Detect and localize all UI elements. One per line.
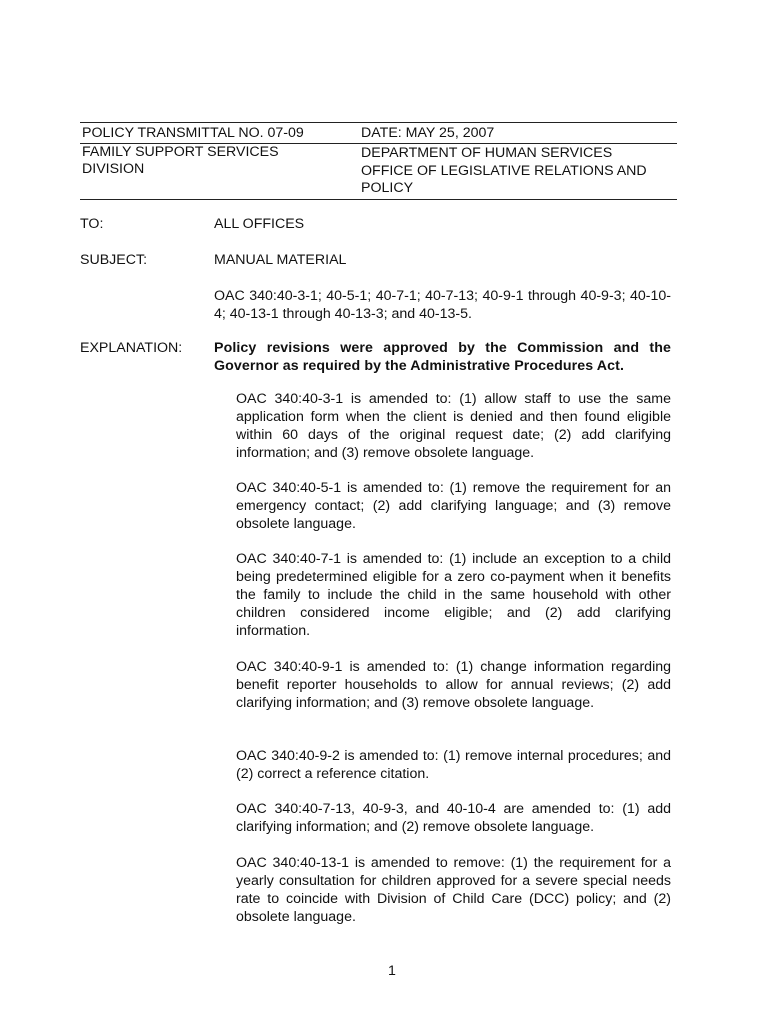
subject-label: SUBJECT: — [80, 252, 148, 268]
transmittal-number: POLICY TRANSMITTAL NO. 07-09 — [82, 125, 304, 141]
department-name: DEPARTMENT OF HUMAN SERVICES — [361, 145, 613, 161]
transmittal-date: DATE: MAY 25, 2007 — [361, 125, 495, 141]
division-line-1: FAMILY SUPPORT SERVICES — [82, 144, 279, 160]
explanation-paragraph: OAC 340:40-9-2 is amended to: (1) remove internal procedures; and (2) correct a reference citation. — [236, 748, 671, 782]
explanation-paragraph: OAC 340:40-7-13, 40-9-3, and 40-10-4 are amended to: (1) add clarifying information; and (2) remove obsolete language. — [236, 801, 671, 835]
subject-detail: OAC 340:40-3-1; 40-5-1; 40-7-1; 40-7-13; 40-9-1 through 40-9-3; 40-10-4; 40-13-1 through 40-13-3; and 40-13-5. — [214, 288, 671, 322]
explanation-label: EXPLANATION: — [80, 340, 183, 356]
division-line-2: DIVISION — [82, 161, 145, 177]
to-label: TO: — [80, 216, 104, 232]
to-value: ALL OFFICES — [214, 216, 305, 232]
explanation-heading: Policy revisions were approved by the Commission and the Governor as required by the Administrative Procedures Act. — [214, 340, 671, 374]
explanation-paragraph: OAC 340:40-9-1 is amended to: (1) change information regarding benefit reporter households to allow for annual reviews; (2) add clarifying information; and (3) remove obsolete language. — [236, 659, 671, 711]
explanation-paragraph: OAC 340:40-13-1 is amended to remove: (1) the requirement for a yearly consultation for children approved for a severe special needs rate to coincide with Division of Child Care (DCC) policy; and (2) obsolete language. — [236, 855, 671, 925]
explanation-paragraph: OAC 340:40-3-1 is amended to: (1) allow staff to use the same application form when the client is denied and then found eligible within 60 days of the original request date; (2) add clarifying information; and (3) remove obsolete language. — [236, 391, 671, 461]
office-line-2: POLICY — [361, 180, 414, 196]
subject-value: MANUAL MATERIAL — [214, 252, 347, 268]
header-bottom-rule — [80, 199, 677, 200]
page-number: 1 — [388, 963, 396, 979]
header-top-rule — [80, 122, 677, 123]
office-line-1: OFFICE OF LEGISLATIVE RELATIONS AND — [361, 163, 647, 179]
explanation-paragraph: OAC 340:40-7-1 is amended to: (1) include an exception to a child being predetermined eligible for a zero co-payment when it benefits the family to include the child in the same household with other children considered income eligible; and (2) add clarifying information. — [236, 551, 671, 639]
explanation-paragraph: OAC 340:40-5-1 is amended to: (1) remove the requirement for an emergency contact; (2) add clarifying language; and (3) remove obsolete language. — [236, 480, 671, 532]
